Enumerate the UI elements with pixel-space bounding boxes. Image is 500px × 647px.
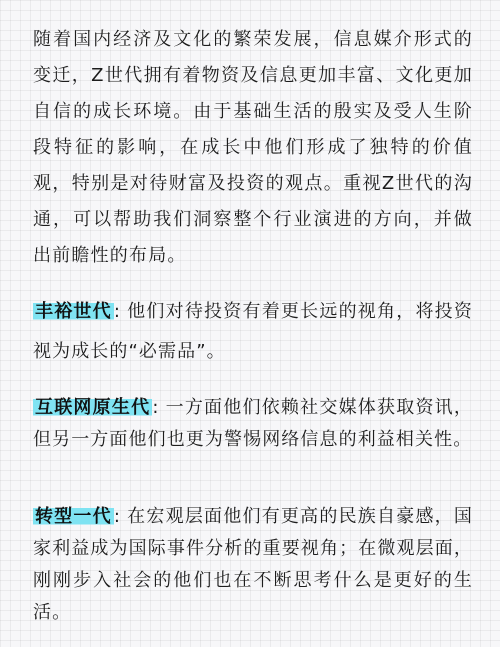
label-colon: : — [113, 301, 122, 322]
section-internet-native-generation — [33, 392, 473, 456]
highlight-label-internet-native-generation: 互联网原生代 — [35, 397, 151, 418]
highlight-label-transition-generation: 转型一代 — [35, 506, 112, 527]
section-affluent-generation — [33, 292, 473, 372]
section-text-internet-native-generation: 一方面他们依赖社交媒体获取资讯，但另一方面他们也更为警惕网络信息的利益相关性。 — [33, 397, 473, 450]
label-colon: : — [113, 506, 122, 527]
label-colon: : — [152, 397, 160, 418]
section-text-transition-generation: 在宏观层面他们有更高的民族自豪感，国家利益成为国际事件分析的重要视角；在微观层面，刚刚步入社会的他们也在不断思考什么是更好的生活。 — [33, 506, 473, 623]
section-text-affluent-generation: 他们对待投资有着更长远的视角，将投资视为成长的“必需品”。 — [33, 301, 473, 362]
section-transition-generation — [33, 501, 473, 629]
highlight-label-affluent-generation: 丰裕世代 — [35, 301, 112, 322]
intro-paragraph: 随着国内经济及文化的繁荣发展，信息媒介形式的变迁，Z世代拥有着物资及信息更加丰富、文化更加自信的成长环境。由于基础生活的殷实及受人生阶段特征的影响，在成长中他们形成了独特的价值观，特别是对待财富及投资的观点。重视Z世代的沟通，可以帮助我们洞察整个行业演进的方向，并做出前瞻性的布局。 — [33, 29, 473, 266]
